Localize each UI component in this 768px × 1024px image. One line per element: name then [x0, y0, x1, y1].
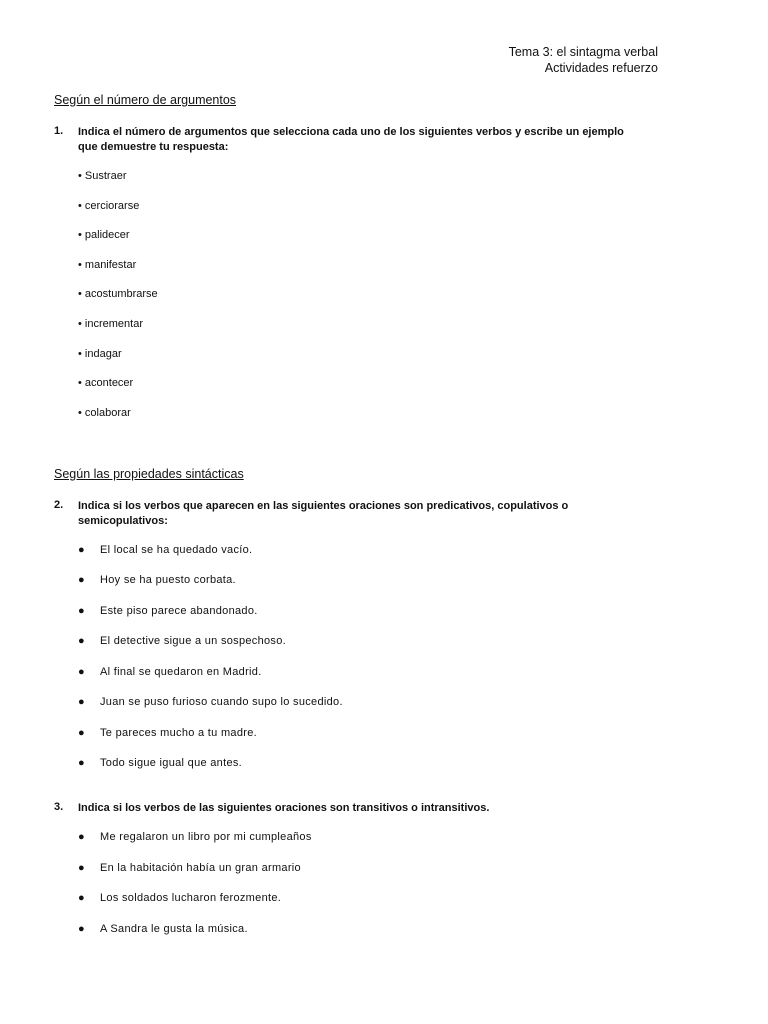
- question-1-text: Indica el número de argumentos que selecciona cada uno de los siguientes verbos y escribe un ejemplo que demuestre tu respuesta:: [78, 126, 624, 153]
- section-title-arguments: Según el número de argumentos: [54, 93, 237, 107]
- verb-list-item: • palidecer: [78, 229, 130, 241]
- header-topic: Tema 3: el sintagma verbal: [508, 45, 658, 59]
- verb-list-item: • acostumbrarse: [78, 288, 158, 300]
- bullet-dot-icon: ●: [78, 727, 85, 739]
- bullet-dot-icon: ●: [78, 696, 85, 708]
- bullet-dot-icon: ●: [78, 831, 85, 843]
- bullet-dot-icon: ●: [78, 574, 85, 586]
- question-3-number: 3.: [54, 801, 64, 813]
- verb-list-item: • Sustraer: [78, 170, 127, 182]
- question-2-text: Indica si los verbos que aparecen en las siguientes oraciones son predicativos, copulativos o semicopulativos:: [78, 500, 569, 527]
- bullet-dot-icon: ●: [78, 544, 85, 556]
- bullet-dot-icon: ●: [78, 757, 85, 769]
- verb-list-item: • colaborar: [78, 407, 131, 419]
- question-1-number: 1.: [54, 125, 64, 137]
- header-subtitle: Actividades refuerzo: [544, 61, 658, 75]
- question-3-text: Indica si los verbos de las siguientes oraciones son transitivos o intransitivos.: [78, 802, 490, 814]
- verb-list-item: • cerciorarse: [78, 200, 140, 212]
- bullet-dot-icon: ●: [78, 862, 85, 874]
- bullet-dot-icon: ●: [78, 635, 85, 647]
- section-title-syntactic: Según las propiedades sintácticas: [54, 467, 244, 481]
- bullet-dot-icon: ●: [78, 923, 85, 935]
- verb-list-item: • incrementar: [78, 318, 143, 330]
- bullet-dot-icon: ●: [78, 605, 85, 617]
- question-2-number: 2.: [54, 499, 64, 511]
- bullet-dot-icon: ●: [78, 892, 85, 904]
- bullet-dot-icon: ●: [78, 666, 85, 678]
- verb-list-item: • indagar: [78, 348, 122, 360]
- document-page: Tema 3: el sintagma verbal Actividades refuerzo Según el número de argumentos 1. Indica el número de argumentos que selecciona cada uno de los siguientes verbos y escribe un ejemplo que demuestre tu respuesta: • Sustraer • cerciorarse • palidecer • manifestar • acostumbrarse • incrementar • indagar • acontecer • colaborar Según las propiedades sintácticas 2. Indica si los verbos que aparecen en las siguientes oraciones son predicativos, copulativos o semicopulativos: ● El local se ha quedado vacío. ● Hoy se ha puesto corbata. ● Este piso parece abandonado. ● El detective sigue a un sospechoso. ● Al final se quedaron en Madrid. ● Juan se puso furioso cuando supo lo sucedido. ● Te pareces mucho a tu madre. ● Todo sigue igual que antes. 3. Indica si los verbos de las siguientes oraciones son transitivos o intransitivos. ● Me regalaron un libro por mi cumpleaños ● En la habitación había un gran armario ● Los soldados lucharon ferozmente. ● A Sandra le gusta la música.: [54, 45, 658, 935]
- verb-list-item: • acontecer: [78, 377, 134, 389]
- verb-list-item: • manifestar: [78, 259, 137, 271]
